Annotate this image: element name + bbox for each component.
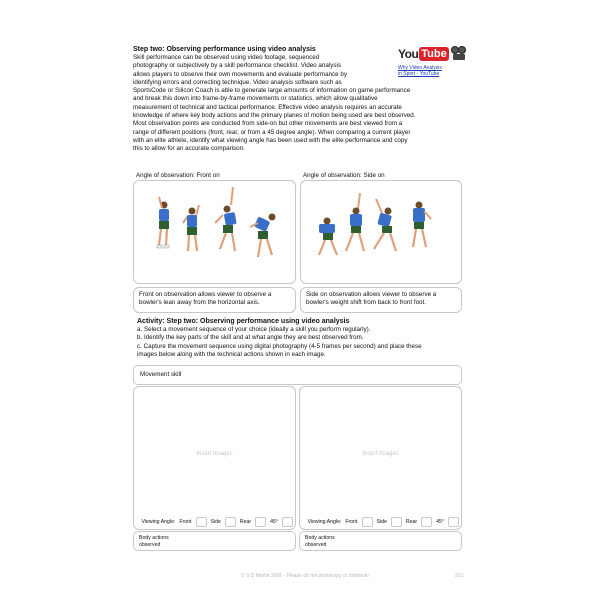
side-on-photo-box (300, 180, 462, 284)
activity-step: a. Select a movement sequence of your choice (ideally a skill you perform regularly). (137, 326, 371, 333)
intro-paragraph (133, 54, 389, 87)
angle-front-label: Front (345, 519, 358, 525)
copyright-notice: © S D Martin 2026 - Please do not photocopy or distribute (240, 573, 370, 579)
intro-line: photography or subjectively by a skill performance checklist. Video analysis (133, 62, 341, 70)
side-on-bowler-sequence-image (301, 181, 461, 283)
bowler-figure (319, 218, 337, 256)
angle-rear-label: Rear (239, 519, 252, 525)
youtube-logo[interactable] (398, 44, 466, 64)
angle-rear-checkbox[interactable] (255, 517, 266, 527)
youtube-link-line: Why Video Analysis (398, 65, 442, 71)
bowler-figure (413, 202, 431, 248)
insert-images-placeholder: Insert Images (196, 451, 233, 457)
front-on-caption-line: Front on observation allows viewer to observe a (139, 291, 272, 298)
bowler-figure (250, 214, 276, 258)
activity-steps (137, 326, 467, 359)
movement-skill-field[interactable] (133, 365, 462, 385)
front-on-photo-box (133, 180, 296, 284)
angle-side-label: Side (376, 519, 387, 525)
activity-section (137, 318, 467, 359)
front-on-label: Angle of observation: Front on (136, 172, 220, 179)
youtube-link-line: in Sport - YouTube (398, 71, 440, 77)
body-actions-field[interactable] (299, 531, 462, 551)
page-number: 103 (454, 573, 463, 579)
insert-images-placeholder: Insert Images (362, 451, 399, 457)
body-actions-label: Body actions (305, 535, 335, 541)
viewing-angle-label: Viewing Angle: (307, 519, 342, 525)
side-on-caption-line: bowler's weight shift from back to front foot. (306, 299, 426, 306)
side-on-label: Angle of observation: Side on (303, 172, 385, 179)
angle-side-checkbox[interactable] (225, 517, 236, 527)
youtube-logo-tube: Tube (421, 48, 447, 60)
bowler-figure (183, 205, 199, 251)
bowler-figure (346, 193, 364, 251)
body-actions-label: observed (305, 541, 327, 548)
viewing-angle-label: Viewing Angle: (141, 519, 176, 525)
side-on-caption-line: Side on observation allows viewer to observe a (306, 291, 437, 298)
angle-45-checkbox[interactable] (282, 517, 293, 527)
activity-step: images below along with the technical actions shown in each image. (137, 350, 326, 358)
body-actions-label: observed (139, 541, 161, 548)
angle-front-checkbox[interactable] (196, 517, 207, 527)
front-on-caption-box (133, 287, 296, 313)
activity-step: b. Identify the key parts of the skill and at what angle they are best observed from. (137, 334, 364, 342)
intro-line: identifying errors and correcting technique. Video analysis software such as (133, 78, 342, 86)
youtube-logo-you: You (398, 47, 419, 61)
body-actions-field[interactable] (133, 531, 296, 551)
bowler-figure (157, 197, 169, 248)
bowler-figure (374, 199, 396, 251)
body-line: measurement of technical and tactical performance. Effective video analysis requires an accurate (133, 103, 402, 111)
front-on-bowler-sequence-image (134, 181, 295, 283)
body-paragraph (133, 87, 467, 153)
activity-heading: Activity: Step two: Observing performance using video analysis (137, 318, 350, 325)
body-line: this to allow for an accurate comparison. (133, 145, 245, 153)
angle-45-label: 45° (436, 519, 444, 525)
body-line: and break this down into frame-by-frame movements or statistics, which allow qualitative (133, 95, 378, 103)
intro-line: Skill performance can be observed using video footage, sequenced (133, 54, 320, 61)
movement-skill-label: Movement skill (140, 371, 182, 378)
step-two-heading: Step two: Observing performance using video analysis (133, 46, 316, 53)
angle-front-label: Front (179, 519, 192, 525)
body-line: Most observation points are conducted from side-on but other movements are best viewed from a (133, 120, 403, 128)
front-on-caption-line: bowler's lean away from the horizontal axis. (139, 299, 260, 306)
body-line: range of different positions (front, rear, or from a 45 degree angle). When comparing a current player (133, 128, 411, 136)
angle-rear-label: Rear (405, 519, 418, 525)
body-line: SportsCode or Silicon Coach is able to generate large amounts of information on game performance (133, 87, 411, 95)
side-on-caption-box (300, 287, 462, 313)
angle-front-checkbox[interactable] (362, 517, 373, 527)
film-camera-icon (451, 46, 466, 62)
activity-step: c. Capture the movement sequence using digital photography (4-5 frames per second) and place these (137, 342, 422, 350)
body-line: knowledge of where key body actions and the primary planes of motion being used are best observed. (133, 112, 416, 120)
angle-rear-checkbox[interactable] (421, 517, 432, 527)
angle-45-label: 45° (270, 519, 278, 525)
body-actions-label: Body actions (139, 535, 169, 541)
youtube-badge[interactable] (398, 44, 466, 86)
viewing-angle-row (134, 517, 295, 527)
insert-images-box[interactable] (133, 386, 296, 530)
angle-side-label: Side (210, 519, 221, 525)
bowler-figure (215, 187, 237, 251)
insert-images-box[interactable] (299, 386, 462, 530)
angle-45-checkbox[interactable] (448, 517, 459, 527)
youtube-video-link[interactable] (398, 65, 466, 77)
intro-line: allows players to observe their own movements and evaluate performance by (133, 70, 347, 78)
angle-side-checkbox[interactable] (391, 517, 402, 527)
viewing-angle-row (300, 517, 461, 527)
body-line: with an elite athlete, identify what viewing angle has been used with the elite performance and copy (133, 136, 408, 144)
